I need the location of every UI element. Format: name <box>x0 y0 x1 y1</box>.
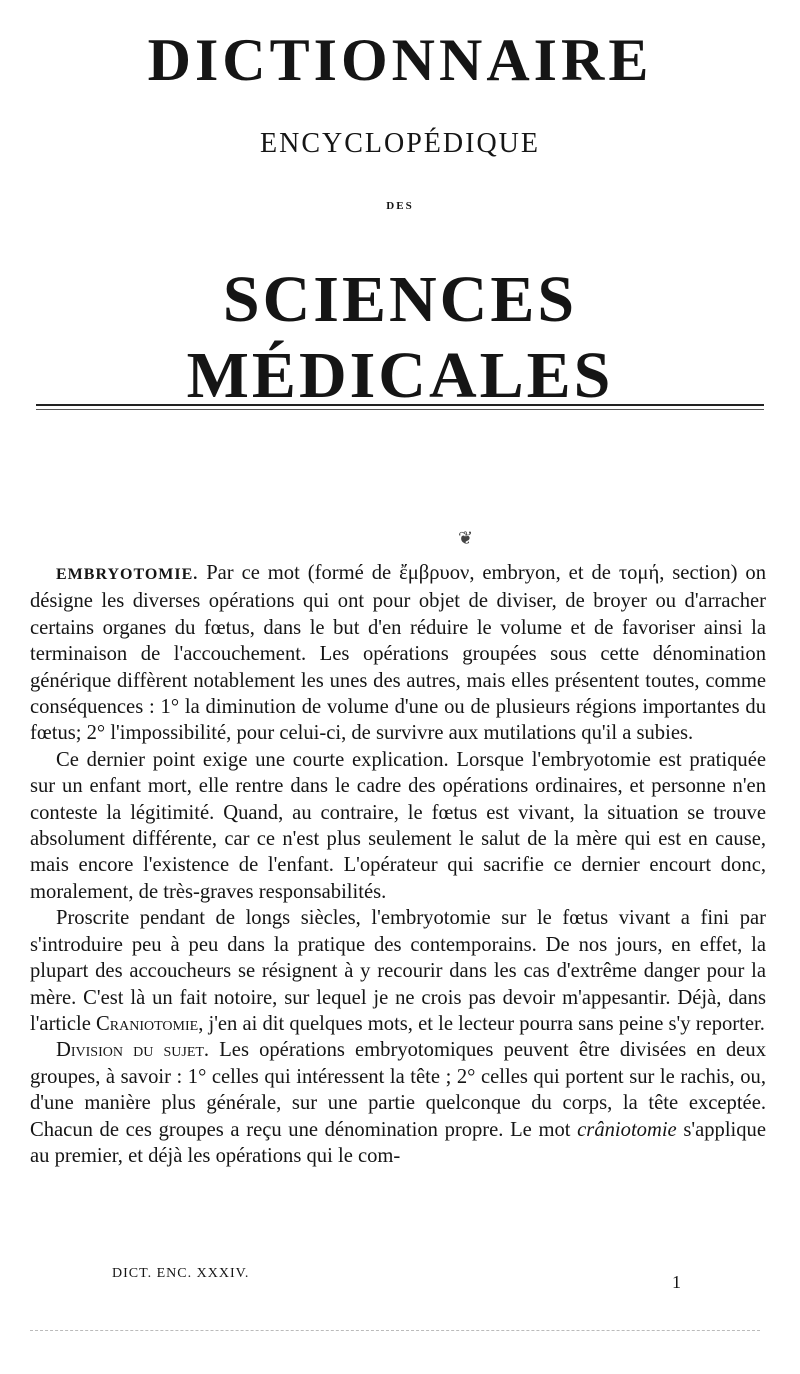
paragraph-1-text: Par ce mot (formé de ἔμβρυον, embryon, et de τομή, section) on désigne les diverses opérations qui ont pour objet de diviser, de broyer ou d'arracher certains organes du fœtus, dans le but d'en réduire le volume et de favoriser ainsi la terminaison de l'accouchement. Les opérations groupées sous cette dénomination générique diffèrent notablement les unes des autres, mais elles présentent toutes, comme conséquences : 1° la diminution de volume d'une ou de plusieurs régions importantes du fœtus; 2° l'impossibilité, pour celui-ci, de survivre aux mutilations qu'il a subies. <box>30 562 767 745</box>
page-footer <box>112 1266 692 1290</box>
paragraph-4 <box>30 1037 766 1169</box>
paragraph-3-text-b: , j'en ai dit quelques mots, et le lecteur pourra sans peine s'y reporter. <box>198 1012 765 1035</box>
article-body <box>30 560 766 1169</box>
paragraph-4-text-a: Les opérations embryotomiques peuvent être divisées en deux groupes, à savoir : 1° celles qui intéressent la tête ; 2° celles qui portent sur le rachis, ou, d'une manière plus générale, sur une partie quelconque du corps, la tête exceptée. Chacun de ces groupes a reçu une dénomination propre. Le mot <box>30 1039 766 1141</box>
title-divider-rule <box>36 404 764 406</box>
signature-mark: 1 <box>672 1272 681 1292</box>
title-des: DES <box>386 200 414 212</box>
paragraph-1 <box>30 560 766 747</box>
ornament-icon: ❦ <box>458 528 474 548</box>
craniotomie-term: crâniotomie <box>577 1118 677 1141</box>
volume-reference: DICT. ENC. XXXIV. <box>112 1266 250 1281</box>
paragraph-4-text-b: s'applique au premier, et déjà les opérations qui le com- <box>30 1118 766 1167</box>
paragraph-3 <box>30 905 766 1037</box>
paragraph-2: Ce dernier point exige une courte explication. Lorsque l'embryotomie est pratiquée sur un enfant mort, elle rentre dans le cadre des opérations ordinaires, et personne n'en conteste la légitimité. Quand, au contraire, le fœtus est vivant, la situation se trouve absolument différente, car ce n'est plus seulement le salut de la mère qui est en cause, mais encore l'existence de l'enfant. L'opérateur qui sacrifie ce dernier encourt donc, moralement, de très-graves responsabilités. <box>30 748 766 903</box>
title-encyclopedique: ENCYCLOPÉDIQUE <box>260 128 540 159</box>
paragraph-3-text-a: Proscrite pendant de longs siècles, l'embryotomie sur le fœtus vivant a fini par s'introduire peu à peu dans la pratique des contemporains. De nos jours, en effet, la plupart des accoucheurs se résignent à y recourir dans les cas d'extrême danger pour la mère. C'est là un fait notoire, sur lequel je ne crois pas devoir m'appesantir. Déjà, dans l'article <box>30 907 766 1035</box>
section-heading-division: Division du sujet. <box>56 1039 210 1062</box>
article-heading: EMBRYOTOMIE. <box>56 566 199 583</box>
craniotomie-reference: Craniotomie <box>96 1012 199 1035</box>
bottom-bleed-line <box>30 1330 760 1331</box>
title-sciences-medicales: SCIENCES MÉDICALES <box>186 263 614 412</box>
title-dictionnaire: DICTIONNAIRE <box>147 27 653 93</box>
